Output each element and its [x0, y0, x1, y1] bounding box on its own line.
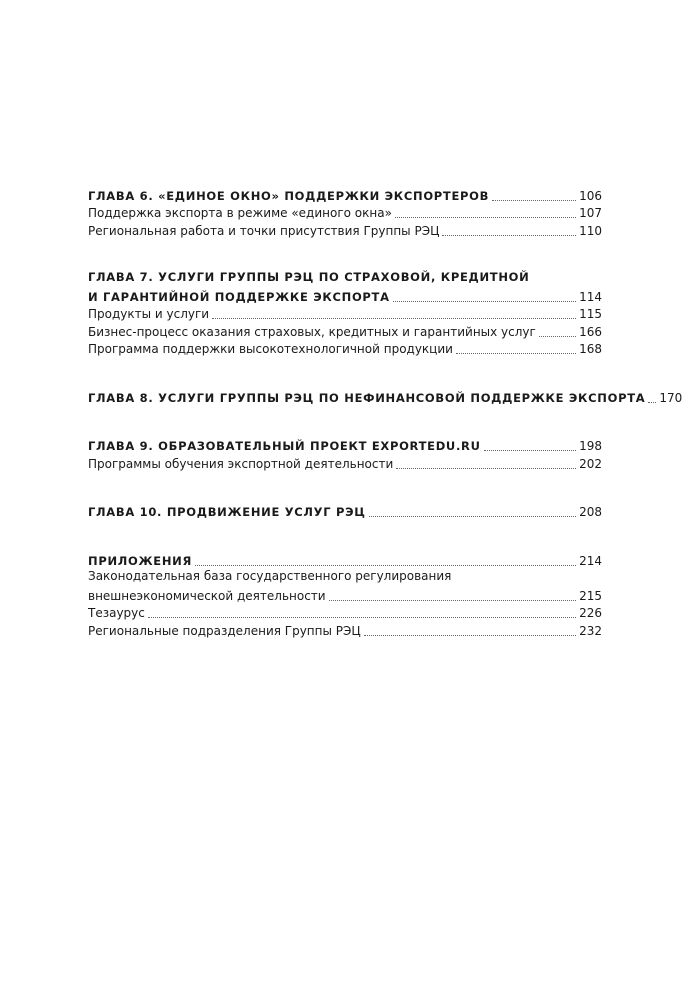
toc-page-number: 202: [579, 456, 602, 471]
toc-section-chapter-6: [88, 186, 602, 239]
toc-section-chapter-9: [88, 437, 602, 472]
toc-entry-title: Программы обучения экспортной деятельности: [88, 456, 394, 471]
toc-page-number: 106: [579, 188, 602, 203]
toc-entry[interactable]: [88, 604, 602, 622]
toc-entry[interactable]: [88, 454, 602, 472]
dot-leader: [492, 200, 576, 201]
dot-leader: [369, 516, 576, 517]
toc-entry[interactable]: [88, 340, 602, 358]
dot-leader: [329, 600, 577, 601]
toc-entry-title-line[interactable]: [88, 569, 602, 587]
toc-entry[interactable]: [88, 322, 602, 340]
toc-chapter-7-title-line[interactable]: [88, 270, 602, 288]
toc-page-number: 226: [579, 606, 602, 620]
toc-page-number: 114: [579, 289, 602, 304]
toc-page-number: 110: [579, 223, 602, 238]
toc-section-chapter-10: [88, 503, 602, 521]
toc-entry-title: Программа поддержки высокотехнологичной продукции: [88, 342, 453, 356]
toc-section-chapter-8: [88, 388, 683, 406]
toc-entry[interactable]: [88, 621, 602, 639]
dot-leader: [442, 235, 576, 236]
toc-entry-title: И ГАРАНТИЙНОЙ ПОДДЕРЖКЕ ЭКСПОРТА: [88, 289, 390, 304]
toc-entry-title: ГЛАВА 10. ПРОДВИЖЕНИЕ УСЛУГ РЭЦ: [88, 505, 366, 519]
toc-entry-title: Законодательная база государственного регулирования: [88, 568, 452, 583]
toc-page-number: 166: [579, 324, 602, 339]
toc-chapter-9[interactable]: [88, 437, 602, 455]
toc-entry-title: внешнеэкономической деятельности: [88, 588, 326, 603]
dot-leader: [195, 565, 576, 566]
toc-section-chapter-7: [88, 270, 602, 358]
toc-page-number: 214: [579, 553, 602, 568]
toc-chapter-10[interactable]: [88, 503, 602, 521]
toc-entry-title: Продукты и услуги: [88, 307, 210, 321]
dot-leader: [395, 217, 576, 218]
dot-leader: [393, 301, 576, 302]
toc-page-number: 198: [579, 439, 602, 453]
dot-leader: [212, 318, 576, 319]
dot-leader: [396, 468, 576, 469]
toc-entry[interactable]: [88, 221, 602, 239]
toc-chapter-6[interactable]: [88, 186, 602, 204]
toc-appendices[interactable]: [88, 551, 602, 569]
toc-entry-title: Тезаурус: [88, 606, 145, 620]
toc-entry[interactable]: [88, 204, 602, 222]
dot-leader: [484, 450, 576, 451]
toc-page-number: 168: [579, 342, 602, 356]
dot-leader: [456, 353, 576, 354]
toc-page-number: 208: [579, 505, 602, 519]
toc-entry-title: ГЛАВА 8. УСЛУГИ ГРУППЫ РЭЦ ПО НЕФИНАНСОВОЙ ПОДДЕРЖКЕ ЭКСПОРТА: [88, 390, 646, 405]
toc-page-number: 170: [659, 390, 683, 405]
toc-chapter-8[interactable]: [88, 388, 683, 406]
toc-entry-title: Бизнес-процесс оказания страховых, кредитных и гарантийных услуг: [88, 324, 536, 339]
toc-page-number: 115: [579, 307, 602, 321]
toc-entry[interactable]: [88, 305, 602, 323]
dot-leader: [539, 336, 576, 337]
dot-leader: [648, 402, 656, 403]
toc-entry-title: ГЛАВА 6. «ЕДИНОЕ ОКНО» ПОДДЕРЖКИ ЭКСПОРТЕРОВ: [88, 188, 490, 203]
toc-entry-title: ГЛАВА 7. УСЛУГИ ГРУППЫ РЭЦ ПО СТРАХОВОЙ, КРЕДИТНОЙ: [88, 269, 530, 284]
toc-page-number: 107: [579, 206, 602, 220]
table-of-contents: [88, 186, 683, 639]
toc-entry-title: ПРИЛОЖЕНИЯ: [88, 553, 193, 568]
dot-leader: [364, 635, 576, 636]
toc-entry-title: Региональная работа и точки присутствия Группы РЭЦ: [88, 223, 440, 238]
toc-entry[interactable]: [88, 586, 602, 604]
toc-entry-title: Региональные подразделения Группы РЭЦ: [88, 623, 361, 638]
toc-entry-title: Поддержка экспорта в режиме «единого окна»: [88, 206, 392, 220]
dot-leader: [148, 617, 576, 618]
toc-page-number: 232: [579, 623, 602, 638]
toc-page-number: 215: [579, 588, 602, 603]
toc-entry-title: ГЛАВА 9. ОБРАЗОВАТЕЛЬНЫЙ ПРОЕКТ EXPORTEDU.RU: [88, 439, 481, 453]
toc-chapter-7[interactable]: [88, 287, 602, 305]
toc-section-appendices: [88, 551, 602, 639]
